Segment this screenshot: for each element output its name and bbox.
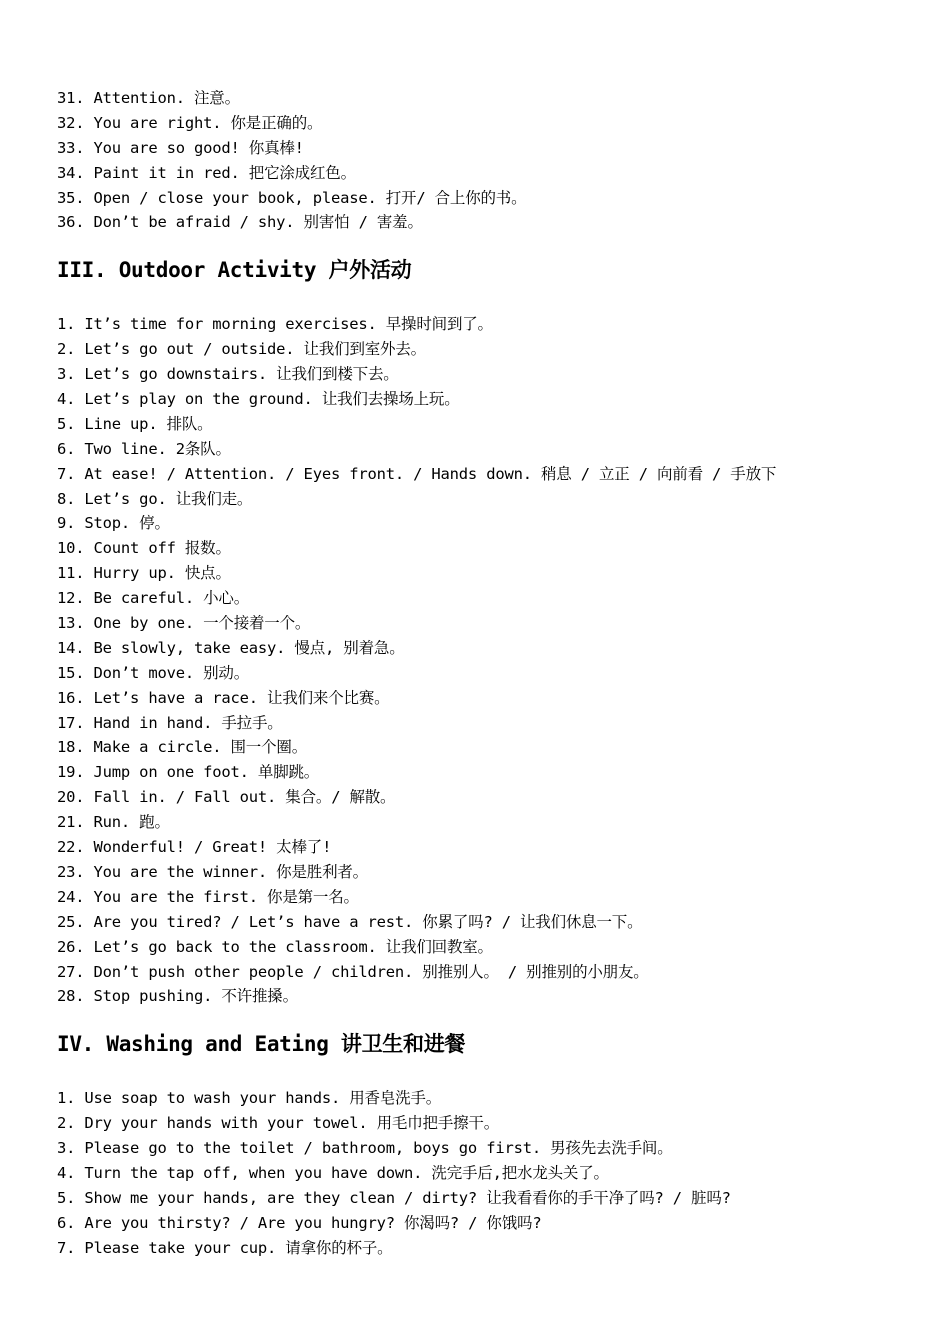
list-item: 21. Run. 跑。 xyxy=(57,813,170,832)
list-item: 19. Jump on one foot. 单脚跳。 xyxy=(57,763,320,782)
list-item: 5. Line up. 排队。 xyxy=(57,414,213,433)
list-item: 13. One by one. 一个接着一个。 xyxy=(57,614,311,633)
list-item: 12. Be careful. 小心。 xyxy=(57,589,250,608)
list-item: 2. Let’s go out / outside. 让我们到室外去。 xyxy=(57,340,426,359)
list-item: 26. Let’s go back to the classroom. 让我们回教室。 xyxy=(57,937,493,956)
outdoor-activity-list xyxy=(57,312,937,1009)
list-item: 2. Dry your hands with your towel. 用毛巾把手擦干。 xyxy=(57,1114,500,1133)
list-item: 5. Show me your hands, are they clean / dirty? 让我看看你的手干净了吗? / 脏吗? xyxy=(57,1188,731,1207)
list-item: 4. Let’s play on the ground. 让我们去操场上玩。 xyxy=(57,390,460,409)
list-item: 27. Don’t push other people / children. 别推别人。 / 别推别的小朋友。 xyxy=(57,962,649,981)
list-item: 14. Be slowly, take easy. 慢点, 别着急。 xyxy=(57,638,405,657)
list-item: 28. Stop pushing. 不许推搡。 xyxy=(57,987,298,1006)
list-item: 35. Open / close your book, please. 打开/ 合上你的书。 xyxy=(57,188,527,207)
list-item: 36. Don’t be afraid / shy. 别害怕 / 害羞。 xyxy=(57,213,423,232)
list-item: 7. Please take your cup. 请拿你的杯子。 xyxy=(57,1238,393,1257)
list-item: 8. Let’s go. 让我们走。 xyxy=(57,489,253,508)
washing-and-eating-list xyxy=(57,1086,937,1260)
list-item: 31. Attention. 注意。 xyxy=(57,89,240,107)
list-item: 25. Are you tired? / Let’s have a rest. 你累了吗? / 让我们休息一下。 xyxy=(57,912,643,931)
list-item: 24. You are the first. 你是第一名。 xyxy=(57,887,359,906)
list-item: 1. It’s time for morning exercises. 早操时间到了。 xyxy=(57,315,493,334)
list-item: 11. Hurry up. 快点。 xyxy=(57,564,231,583)
document-body xyxy=(57,86,937,1261)
section-heading-outdoor-activity: III. Outdoor Activity 户外活动 xyxy=(57,258,412,283)
list-item: 20. Fall in. / Fall out. 集合。/ 解散。 xyxy=(57,788,396,807)
list-item: 6. Are you thirsty? / Are you hungry? 你渴吗? / 你饿吗? xyxy=(57,1213,542,1232)
list-item: 34. Paint it in red. 把它涂成红色。 xyxy=(57,163,356,182)
list-item: 18. Make a circle. 围一个圈。 xyxy=(57,738,308,757)
list-item: 7. At ease! / Attention. / Eyes front. / Hands down. 稍息 / 立正 / 向前看 / 手放下 xyxy=(57,464,777,483)
list-item: 6. Two line. 2条队。 xyxy=(57,439,231,458)
list-item: 17. Hand in hand. 手拉手。 xyxy=(57,713,283,732)
list-item: 9. Stop. 停。 xyxy=(57,514,170,533)
list-item: 10. Count off 报数。 xyxy=(57,539,231,558)
list-item: 1. Use soap to wash your hands. 用香皂洗手。 xyxy=(57,1089,442,1108)
list-item: 22. Wonderful! / Great! 太棒了! xyxy=(57,838,332,857)
list-item: 23. You are the winner. 你是胜利者。 xyxy=(57,862,368,881)
section-heading-washing-and-eating: IV. Washing and Eating 讲卫生和进餐 xyxy=(57,1032,466,1057)
list-item: 32. You are right. 你是正确的。 xyxy=(57,113,323,132)
list-item: 16. Let’s have a race. 让我们来个比赛。 xyxy=(57,688,390,707)
list-item: 33. You are so good! 你真棒! xyxy=(57,138,304,157)
list-item: 4. Turn the tap off, when you have down. 洗完手后,把水龙头关了。 xyxy=(57,1163,609,1182)
list-item: 15. Don’t move. 别动。 xyxy=(57,663,250,682)
list-item: 3. Let’s go downstairs. 让我们到楼下去。 xyxy=(57,365,399,384)
previous-section-list xyxy=(57,86,937,235)
list-item: 3. Please go to the toilet / bathroom, boys go first. 男孩先去洗手间。 xyxy=(57,1139,673,1158)
